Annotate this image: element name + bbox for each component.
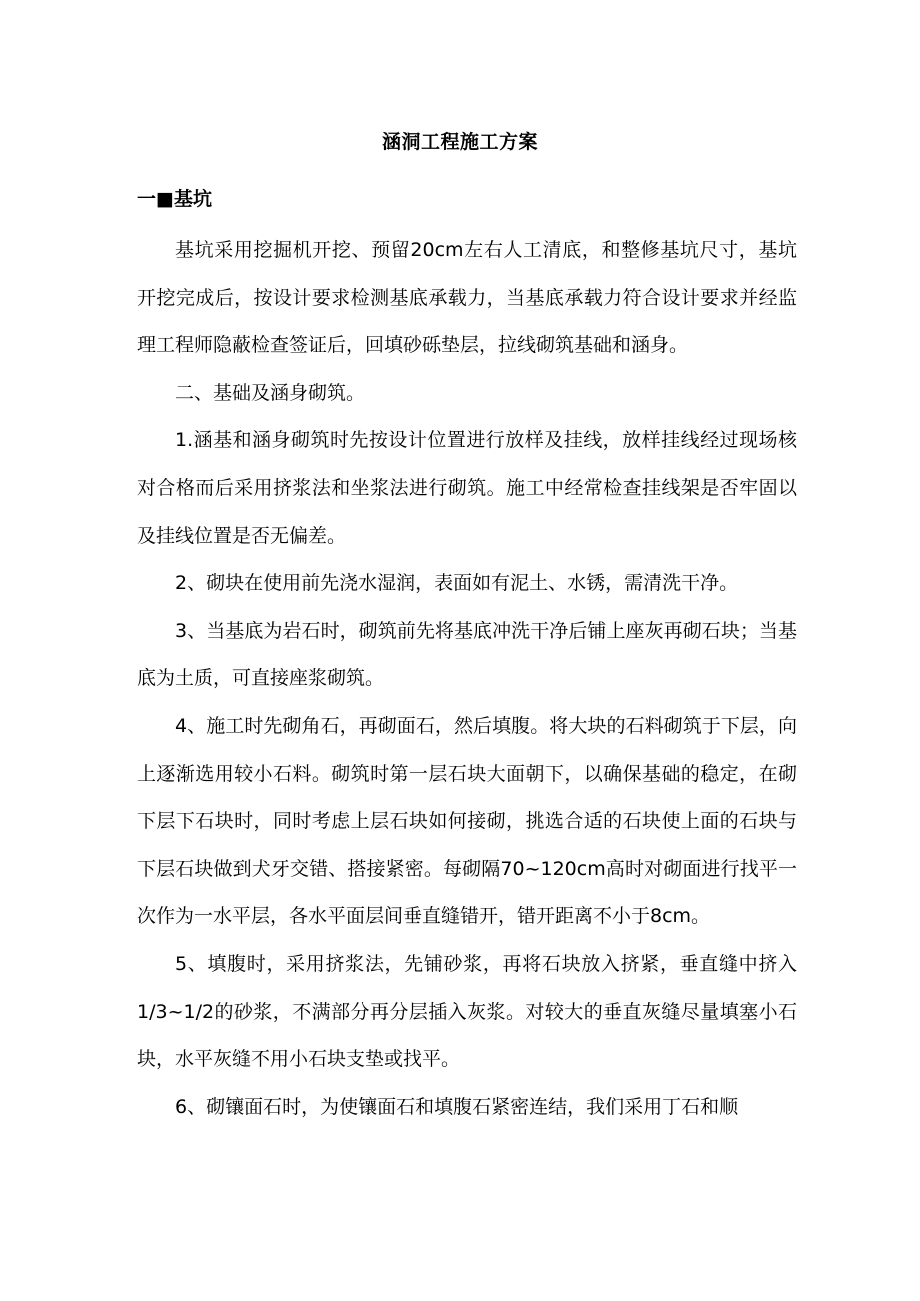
- paragraph-foundation-pit: 基坑采用挖掘机开挖、预留20cm左右人工清底，和整修基坑尺寸，基坑开挖完成后，按设计要求检测基底承载力，当基底承载力符合设计要求并经监理工程师隐蔽检查签证后，回填砂砾垫层，拉线砌筑基础和涵身。: [137, 239, 797, 357]
- document-body: [137, 227, 797, 1131]
- section-heading-foundation-pit: 一■基坑: [137, 188, 212, 210]
- paragraph-item-1: 1.涵基和涵身砌筑时先按设计位置进行放样及挂线，放样挂线经过现场核对合格而后采用挤浆法和坐浆法进行砌筑。施工中经常检查挂线架是否牢固以及挂线位置是否无偏差。: [137, 429, 797, 547]
- paragraph-item-6: 6、砌镶面石时，为使镶面石和填腹石紧密连结，我们采用丁石和顺: [175, 1095, 739, 1118]
- paragraph-item-5: 5、填腹时，采用挤浆法，先铺砂浆，再将石块放入挤紧，垂直缝中挤入1/3~1/2的砂浆，不满部分再分层插入灰浆。对较大的垂直灰缝尽量填塞小石块，水平灰缝不用小石块支垫或找平。: [137, 952, 797, 1071]
- paragraph-item-4: 4、施工时先砌角石，再砌面石，然后填腹。将大块的石料砌筑于下层，向上逐渐选用较小石料。砌筑时第一层石块大面朝下，以确保基础的稳定，在砌下层下石块时，同时考虑上层石块如何接砌，挑选合适的石块使上面的石块与下层石块做到犬牙交错、搭接紧密。每砌隔70~120cm高时对砌面进行找平一次作为一水平层，各水平面层间垂直缝错开，错开距离不小于8cm。: [137, 714, 797, 928]
- document-title: 涵洞工程施工方案: [381, 131, 538, 153]
- section-heading-masonry: 二、基础及涵身砌筑。: [175, 381, 366, 404]
- paragraph-item-2: 2、砌块在使用前先浇水湿润，表面如有泥土、水锈，需清洗干净。: [175, 572, 739, 595]
- paragraph-item-3: 3、当基底为岩石时，砌筑前先将基底冲洗干净后铺上座灰再砌石块；当基底为土质，可直接座浆砌筑。: [137, 619, 797, 690]
